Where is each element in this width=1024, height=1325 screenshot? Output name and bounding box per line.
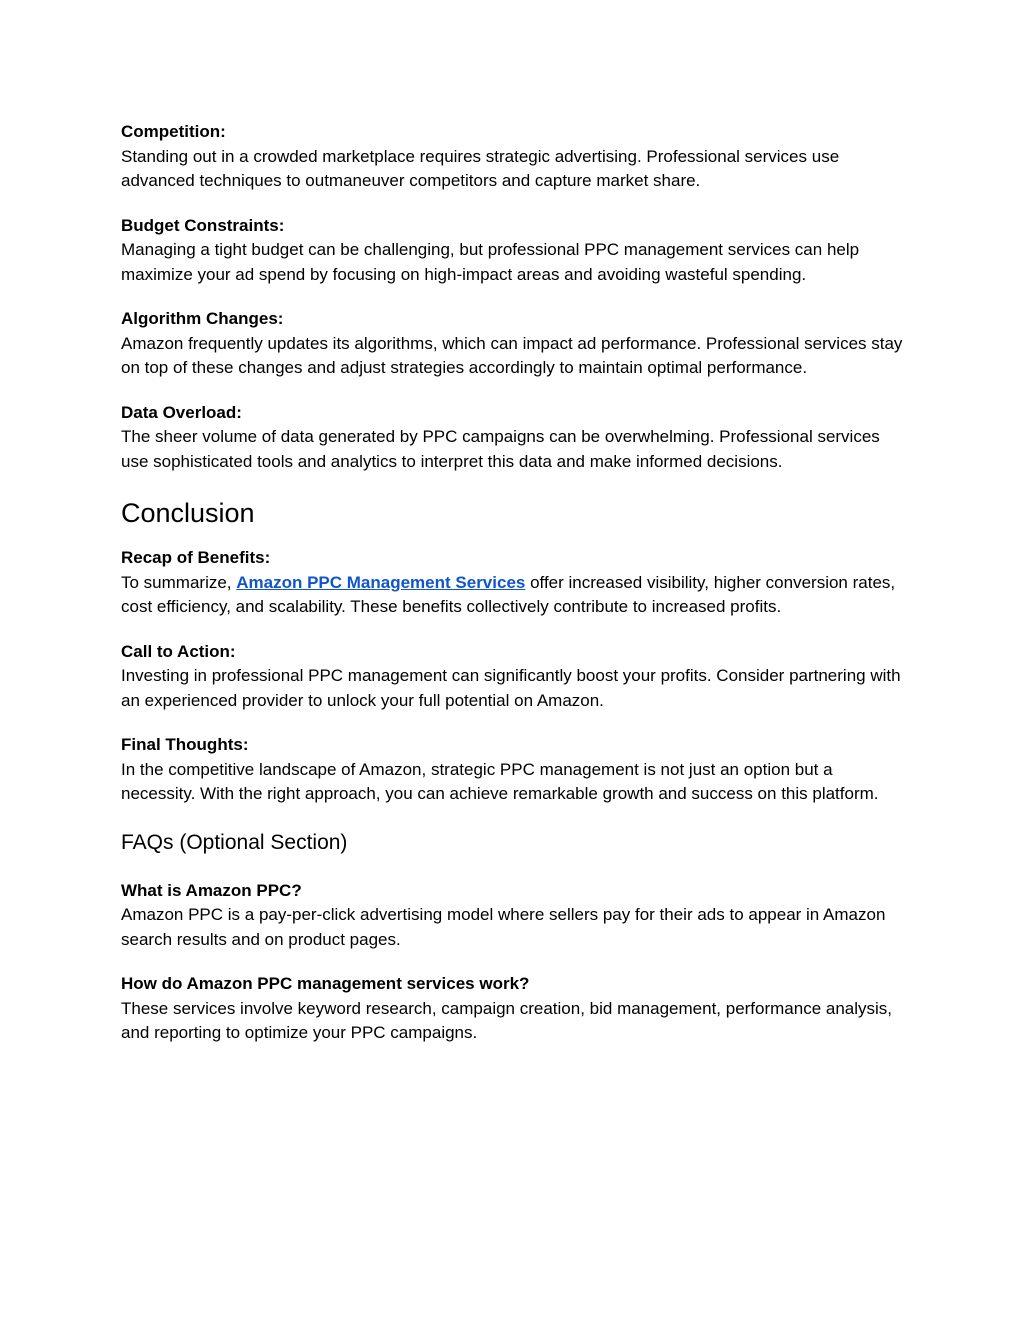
section-recap [121,546,911,620]
competition-text: Standing out in a crowded marketplace requires strategic advertising. Professional services use advanced techniques to outmaneuver competitors and capture market share. [121,146,840,190]
recap-text-suffix: offer increased visibility, higher conversion rates, cost efficiency, and scalability. These benefits collectively contribute to increased profits. [121,572,896,616]
faq-question: How do Amazon PPC management services work? [121,974,530,993]
faq-item [121,972,911,1046]
section-budget [121,214,911,288]
section-algorithm [121,307,911,381]
algorithm-text: Amazon frequently updates its algorithms, which can impact ad performance. Professional services stay on top of these changes and adjust strategies accordingly to maintain optimal performance. [121,333,903,377]
amazon-ppc-services-link[interactable]: Amazon PPC Management Services [236,572,526,592]
algorithm-heading: Algorithm Changes: [121,309,284,328]
section-final-thoughts [121,733,911,807]
faqs-title: FAQs (Optional Section) [121,830,348,854]
budget-heading: Budget Constraints: [121,215,285,235]
budget-text: Managing a tight budget can be challenging, but professional PPC management services can help maximize your ad spend by focusing on high-impact areas and avoiding wasteful spending. [121,240,860,284]
final-text: In the competitive landscape of Amazon, strategic PPC management is not just an option but a necessity. With the right approach, you can achieve remarkable growth and success on this platform. [121,759,879,803]
conclusion-title: Conclusion [121,498,255,528]
final-heading: Final Thoughts: [121,735,249,754]
cta-text: Investing in professional PPC management can significantly boost your profits. Consider partnering with an experienced provider to unlock your full potential on Amazon. [121,666,901,710]
recap-text [121,571,911,620]
data-overload-heading: Data Overload: [121,402,242,422]
document-page [121,120,911,1046]
data-overload-text: The sheer volume of data generated by PPC campaigns can be overwhelming. Professional services use sophisticated tools and analytics to interpret this data and make informed decisions. [121,427,880,471]
section-data-overload [121,401,911,475]
faq-answer: Amazon PPC is a pay-per-click advertising model where sellers pay for their ads to appear in Amazon search results and on product pages. [121,905,886,949]
recap-text-prefix: To summarize, [121,572,237,592]
faq-answer: These services involve keyword research, campaign creation, bid management, performance analysis, and reporting to optimize your PPC campaigns. [121,998,893,1042]
section-competition [121,120,911,194]
section-call-to-action [121,640,911,714]
faq-question: What is Amazon PPC? [121,880,302,900]
competition-heading: Competition: [121,122,226,141]
faq-item [121,879,911,953]
recap-heading: Recap of Benefits: [121,548,271,567]
cta-heading: Call to Action: [121,641,236,661]
